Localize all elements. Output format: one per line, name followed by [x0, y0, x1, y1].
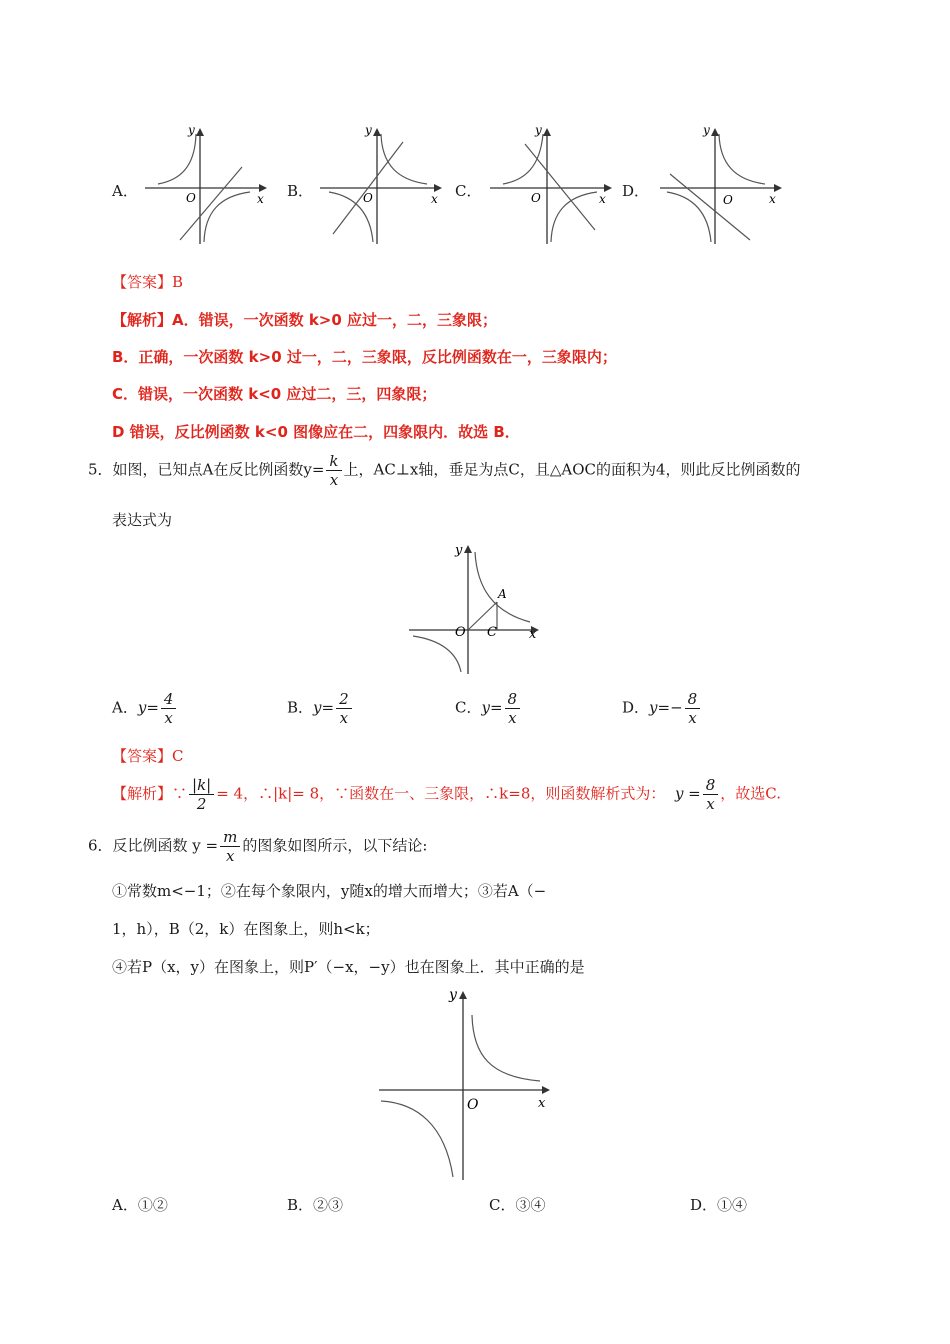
q5-option-b-prefix: y=: [313, 698, 335, 717]
q5-analysis-frac2: [703, 776, 719, 813]
q5-option-b-label: B．: [287, 698, 314, 717]
q5-analysis-part2: y =: [674, 784, 701, 803]
q5-option-a-label: A．: [112, 698, 138, 717]
q4-option-b-label: B．: [287, 182, 314, 200]
q6-stem: [88, 828, 427, 865]
q4-answer: 【答案】B: [112, 273, 184, 291]
q6-line-2: 1，h），B（2，k）在图象上，则h<k；: [112, 920, 380, 938]
q5-stem-fraction: [326, 452, 341, 489]
q5-analysis: [112, 776, 781, 813]
q6-option-b-value: ②③: [313, 1196, 344, 1214]
q6-stem-frac-num: m: [220, 828, 240, 847]
q6-option-d-label: D．: [690, 1196, 718, 1214]
q5-option-a-fraction: [161, 690, 177, 727]
q6-stem-post: 的图象如图所示，以下结论:: [242, 836, 428, 855]
q5-y-label: y: [455, 543, 463, 558]
q6-option-c: [489, 1194, 546, 1215]
q4b-y-label: y: [365, 123, 372, 137]
q6-stem-fraction: [220, 828, 240, 865]
q5-analysis-tag: 【解析】∵: [112, 784, 188, 803]
q5-option-c-fraction: [505, 690, 521, 727]
q4-graph-d: [655, 122, 785, 247]
q4-analysis-line-4: D 错误，反比例函数 k<0 图像应在二，四象限内．故选 B．: [112, 423, 520, 441]
q6-line-1: ①常数m<−1；②在每个象限内，y随x的增大而增大；③若A（−: [112, 882, 547, 900]
q5-analysis-part3: ，故选C.: [720, 784, 782, 803]
q5-option-c-label: C．: [455, 698, 482, 717]
q5-option-a-den: x: [164, 709, 173, 727]
q4d-x-label: x: [769, 192, 776, 206]
q6-o-label: O: [467, 1097, 479, 1113]
q4-option-a-label: A．: [112, 182, 138, 200]
q6-option-c-label: C．: [489, 1196, 516, 1214]
q5-option-a: [112, 690, 178, 727]
q4-graph-b: [315, 122, 445, 247]
q4b-x-label: x: [431, 192, 438, 206]
q5-x-label: x: [529, 627, 537, 642]
q4d-o-label: O: [723, 193, 733, 207]
q5-analysis-frac2-den: x: [706, 795, 715, 813]
q6-option-c-value: ③④: [515, 1196, 546, 1214]
q5-option-c: [455, 690, 522, 727]
q4-graph-c: [485, 122, 615, 247]
q5-option-a-num: 4: [161, 690, 177, 709]
q6-option-b-label: B．: [287, 1196, 314, 1214]
q5-stem-pre: 5．如图，已知点A在反比例函数y=: [88, 460, 325, 479]
q5-option-d-num: 8: [685, 690, 701, 709]
q5-answer: 【答案】C: [112, 747, 184, 765]
q4c-x-label: x: [599, 192, 606, 206]
q5-option-d-fraction: [685, 690, 701, 727]
q5-c-label: C: [487, 625, 497, 640]
q6-y-label: y: [449, 987, 457, 1003]
q4-graph-a: [140, 122, 270, 247]
q6-option-a: [112, 1194, 168, 1215]
q6-stem-pre: 6．反比例函数 y =: [88, 836, 219, 855]
q4c-o-label: O: [531, 191, 541, 205]
q4a-o-label: O: [186, 191, 196, 205]
q4b-o-label: O: [363, 191, 373, 205]
q6-option-a-value: ①②: [137, 1196, 168, 1214]
q5-stem: [88, 452, 801, 489]
q4c-y-label: y: [535, 123, 542, 137]
q4-analysis-line-1: 【解析】A．错误，一次函数 k>0 应过一，二，三象限；: [112, 311, 498, 329]
q5-stem-frac-den: x: [329, 471, 339, 489]
q5-option-d-label: D．: [622, 698, 650, 717]
q5-option-c-prefix: y=: [481, 698, 503, 717]
q6-option-a-label: A．: [112, 1196, 138, 1214]
q5-o-label: O: [455, 625, 466, 640]
q6-line-3: ④若P（x，y）在图象上，则P′（−x，−y）也在图象上．其中正确的是: [112, 958, 585, 976]
q4d-y-label: y: [703, 123, 710, 137]
q5-option-b: [287, 690, 354, 727]
q5-stem-frac-num: k: [326, 452, 341, 471]
q5-analysis-frac1-den: 2: [196, 795, 207, 813]
q5-option-d-prefix: y=−: [649, 698, 683, 717]
q4a-x-label: x: [257, 192, 264, 206]
q6-stem-frac-den: x: [226, 847, 235, 865]
q5-analysis-frac2-num: 8: [703, 776, 719, 795]
q4-option-c-label: C．: [455, 182, 482, 200]
q5-analysis-part1: = 4，∴|k|= 8，∵函数在一、三象限，∴k=8，则函数解析式为：: [216, 784, 666, 803]
q6-option-d-value: ①④: [717, 1196, 748, 1214]
q5-graph: [405, 540, 545, 678]
q5-option-b-fraction: [336, 690, 352, 727]
q5-analysis-frac1-num: |k|: [189, 776, 214, 795]
q5-option-d: [622, 690, 702, 727]
q5-stem-post: 上，AC⊥x轴，垂足为点C，且△AOC的面积为4，则此反比例函数的: [343, 460, 801, 479]
q4-analysis-line-2: B．正确，一次函数 k>0 过一，二，三象限，反比例函数在一，三象限内；: [112, 348, 617, 366]
q5-a-label: A: [498, 587, 507, 601]
q5-option-c-num: 8: [505, 690, 521, 709]
q5-analysis-frac1: [189, 776, 214, 813]
q5-option-b-den: x: [339, 709, 349, 727]
q5-option-b-num: 2: [336, 690, 352, 709]
q5-option-d-den: x: [688, 709, 697, 727]
q4-option-d-label: D．: [622, 182, 650, 200]
q5-option-a-prefix: y=: [137, 698, 159, 717]
q4-analysis-line-3: C．错误，一次函数 k<0 应过二，三，四象限；: [112, 385, 437, 403]
q5-option-c-den: x: [508, 709, 517, 727]
q6-graph: [375, 985, 555, 1180]
q5-stem-line-2: 表达式为: [112, 511, 173, 529]
q6-x-label: x: [538, 1096, 546, 1111]
q6-option-d: [690, 1194, 747, 1215]
q4a-y-label: y: [188, 123, 195, 137]
q6-option-b: [287, 1194, 343, 1215]
